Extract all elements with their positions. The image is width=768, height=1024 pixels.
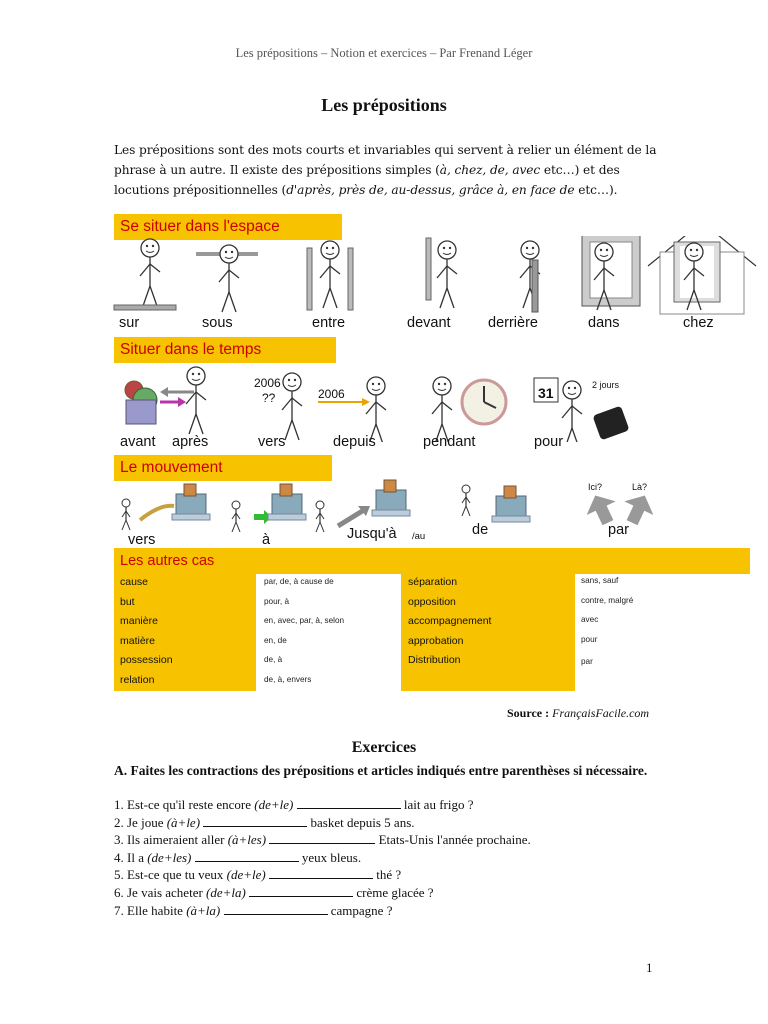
cas-term: approbation <box>408 634 464 647</box>
exercise-blank[interactable] <box>269 866 373 879</box>
cas-term: cause <box>120 576 149 588</box>
cas-term: opposition <box>408 595 456 608</box>
intro-text-3: etc…). <box>574 183 618 197</box>
source-credit <box>507 706 649 721</box>
cas-value: en, de <box>264 635 287 645</box>
label-jusqua: Jusqu'à <box>347 526 397 542</box>
label-au: /au <box>412 531 426 542</box>
cas-term: séparation <box>408 576 458 588</box>
intro-simples: à, chez, de, avec <box>439 163 541 177</box>
intro-paragraph <box>114 140 659 200</box>
exercices-instruction: A. Faites les contractions des prépositions et articles indiqués entre parenthèses si nécessaire. <box>114 763 648 778</box>
exercise-hint: (à+le) <box>166 814 201 830</box>
intro-text-1: Les prépositions sont des mots courts et invariables qui servent à relier un élément de la phrase à un autre. Il existe des prépositions simples ( <box>114 143 657 177</box>
cas-term: relation <box>120 673 155 686</box>
mouvement-annot-ici: Ici? <box>588 482 603 492</box>
cas-term: but <box>120 595 135 608</box>
autres-right-terms <box>408 573 491 671</box>
exercise-text: 6. Je vais acheter <box>114 884 207 900</box>
exercise-blank[interactable] <box>203 814 307 827</box>
mouvement-annot-la: Là? <box>632 482 648 492</box>
label-entre: entre <box>312 315 346 331</box>
cas-term: matière <box>120 634 156 647</box>
autres-heading: Les autres cas <box>114 548 750 574</box>
label-sous: sous <box>202 315 233 331</box>
exercise-text: 3. Ils aimeraient aller <box>114 832 228 848</box>
autres-left-values <box>264 572 344 690</box>
cas-value: pour <box>581 634 598 644</box>
label-depuis: depuis <box>333 434 376 450</box>
exercise-blank[interactable] <box>195 849 299 862</box>
temps-illustrations <box>112 362 672 442</box>
page-number: 1 <box>646 960 653 975</box>
exercise-hint: (à+la) <box>186 902 221 918</box>
exercise-item <box>114 902 531 920</box>
temps-annot-qq: ?? <box>262 391 276 405</box>
exercise-item <box>114 814 531 832</box>
cas-term: possession <box>120 654 173 667</box>
cas-term: Distribution <box>408 654 461 667</box>
label-de: de <box>472 522 489 538</box>
exercise-text: 2. Je joue <box>114 814 167 830</box>
espace-illustrations <box>112 236 768 316</box>
exercise-hint: (de+les) <box>147 849 192 865</box>
label-vers-temps: vers <box>258 434 286 450</box>
cas-value: par, de, à cause de <box>264 577 334 586</box>
exercise-text: yeux bleus. <box>298 849 362 865</box>
label-avant: avant <box>120 434 156 450</box>
label-chez: chez <box>683 315 714 331</box>
label-dans: dans <box>588 315 620 331</box>
exercise-text: lait au frigo ? <box>400 797 474 812</box>
exercise-item <box>114 866 531 884</box>
exercise-blank[interactable] <box>297 796 401 809</box>
mouvement-illustrations <box>112 476 672 532</box>
exercise-hint: (de+le) <box>254 797 294 812</box>
exercise-text: thé ? <box>372 867 402 883</box>
page-title: Les prépositions <box>321 95 447 115</box>
exercise-text: 1. Est-ce qu'il reste encore <box>114 797 255 812</box>
label-pendant: pendant <box>423 434 476 450</box>
cas-value: contre, malgré <box>581 595 634 605</box>
label-derriere: derrière <box>488 315 538 331</box>
temps-annot-2006-a: 2006 <box>254 376 281 390</box>
exercise-hint: (à+les) <box>227 832 267 848</box>
exercise-text: 5. Est-ce que tu veux <box>114 867 227 883</box>
temps-annot-2006-b: 2006 <box>318 387 345 401</box>
exercise-blank[interactable] <box>249 884 353 897</box>
cas-value: par <box>581 657 593 667</box>
cas-value: avec <box>581 615 599 625</box>
intro-locutions: d'après, près de, au-dessus, grâce à, en face de <box>286 183 575 197</box>
label-a: à <box>262 532 271 548</box>
exercices-list <box>114 796 531 919</box>
temps-annot-2jours: 2 jours <box>592 380 620 390</box>
exercise-item <box>114 831 531 849</box>
cas-value: de, à, envers <box>264 674 312 684</box>
exercise-text: 4. Il a <box>114 849 148 865</box>
mouvement-heading: Le mouvement <box>114 455 332 481</box>
cas-value: en, avec, par, à, selon <box>264 616 345 626</box>
autres-right-values <box>581 571 633 672</box>
exercise-text: Etats-Unis l'année prochaine. <box>375 832 531 848</box>
label-par: par <box>608 522 629 538</box>
exercise-hint: (de+le) <box>226 867 266 883</box>
temps-heading: Situer dans le temps <box>114 337 336 363</box>
label-vers-mouvement: vers <box>128 532 156 548</box>
exercise-blank[interactable] <box>224 902 328 915</box>
label-devant: devant <box>407 315 451 331</box>
exercise-text: 7. Elle habite <box>114 902 187 918</box>
source-label: Source : <box>507 706 550 720</box>
label-sur: sur <box>119 315 140 331</box>
exercise-text: basket depuis 5 ans. <box>307 814 415 830</box>
exercise-item <box>114 796 531 814</box>
cas-value: pour, à <box>264 596 290 606</box>
cas-term: accompagnement <box>408 615 492 628</box>
exercise-text: campagne ? <box>327 902 393 918</box>
exercise-item <box>114 849 531 867</box>
exercise-text: crème glacée ? <box>353 884 434 900</box>
cas-value: de, à <box>264 655 283 665</box>
cas-term: manière <box>120 615 158 628</box>
espace-heading: Se situer dans l'espace <box>114 214 342 240</box>
cas-value: sans, sauf <box>581 576 619 585</box>
intro-text-2: etc…) et des locutions prépositionnelles ( <box>114 163 620 197</box>
exercise-item <box>114 884 531 902</box>
label-pour: pour <box>534 434 564 450</box>
exercise-blank[interactable] <box>269 831 375 844</box>
source-site: FrançaisFacile.com <box>552 706 650 720</box>
temps-annot-31: 31 <box>538 385 554 401</box>
page-header: Les prépositions – Notion et exercices – Par Frenand Léger <box>235 46 533 60</box>
exercices-title: Exercices <box>351 739 417 756</box>
autres-left-terms <box>120 573 173 691</box>
label-apres: après <box>172 434 209 450</box>
exercise-hint: (de+la) <box>206 884 246 900</box>
